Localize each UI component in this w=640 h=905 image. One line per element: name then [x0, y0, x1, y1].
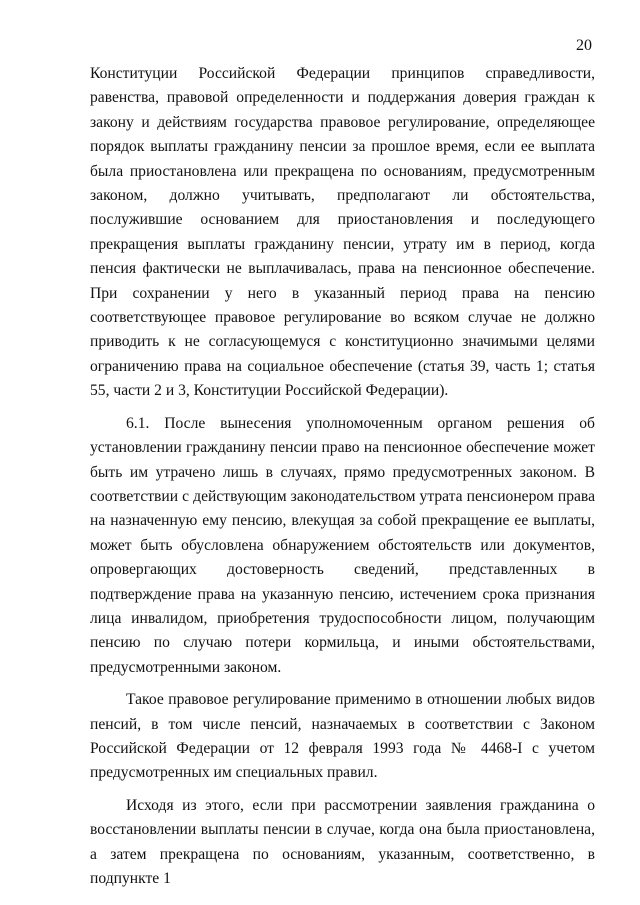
paragraph-regulation: Такое правовое регулирование применимо в отношении любых видов пенсий, в том числе пенсий, назначаемых в соответствии с Законом Российской Федерации от 12 февраля 1993 года № 4468-I с учетом предусмотренных им специальных правил.	[90, 691, 595, 782]
document-body	[90, 62, 595, 891]
paragraph-6-1: 6.1. После вынесения уполномоченным органом решения об установлении гражданину пенсии право на пенсионное обеспечение может быть им утрачено лишь в случаях, прямо предусмотренных законом. В соответствии с действующим законодательством утрата пенсионером права на назначенную ему пенсию, влекущая за собой прекращение ее выплаты, может быть обусловлена обнаружением обстоятельств или документов, опровергающих достоверность сведений, представленных в подтверждение права на указанную пенсию, истечением срока признания лица инвалидом, приобретения трудоспособности лицом, получающим пенсию по случаю потери кормильца, и иными обстоятельствами, предусмотренными законом.	[90, 414, 595, 676]
page-number: 20	[576, 37, 592, 54]
paragraph-continuation: Конституции Российской Федерации принципов справедливости, равенства, правовой определенности и поддержания доверия граждан к закону и действиям государства правовое регулирование, определяющее порядок выплаты гражданину пенсии за прошлое время, если ее выплата была приостановлена или прекращена по основаниям, предусмотренным законом, должно учитывать, предполагают ли обстоятельства, послужившие основанием для приостановления и последующего прекращения выплаты гражданину пенсии, утрату им в период, когда пенсия фактически не выплачивалась, права на пенсионное обеспечение. При сохранении у него в указанный период права на пенсию соответствующее правовое регулирование во всяком случае не должно приводить к не согласующемуся с конституционно значимыми целями ограничению права на социальное обеспечение (статья 39, часть 1; статья 55, части 2 и 3, Конституции Российской Федерации).	[90, 65, 595, 400]
paragraph-conclusion: Исходя из этого, если при рассмотрении заявления гражданина о восстановлении выплаты пенсии в случае, когда она была приостановлена, а затем прекращена по основаниям, указанным, соответственно, в подпункте 1	[90, 796, 595, 887]
